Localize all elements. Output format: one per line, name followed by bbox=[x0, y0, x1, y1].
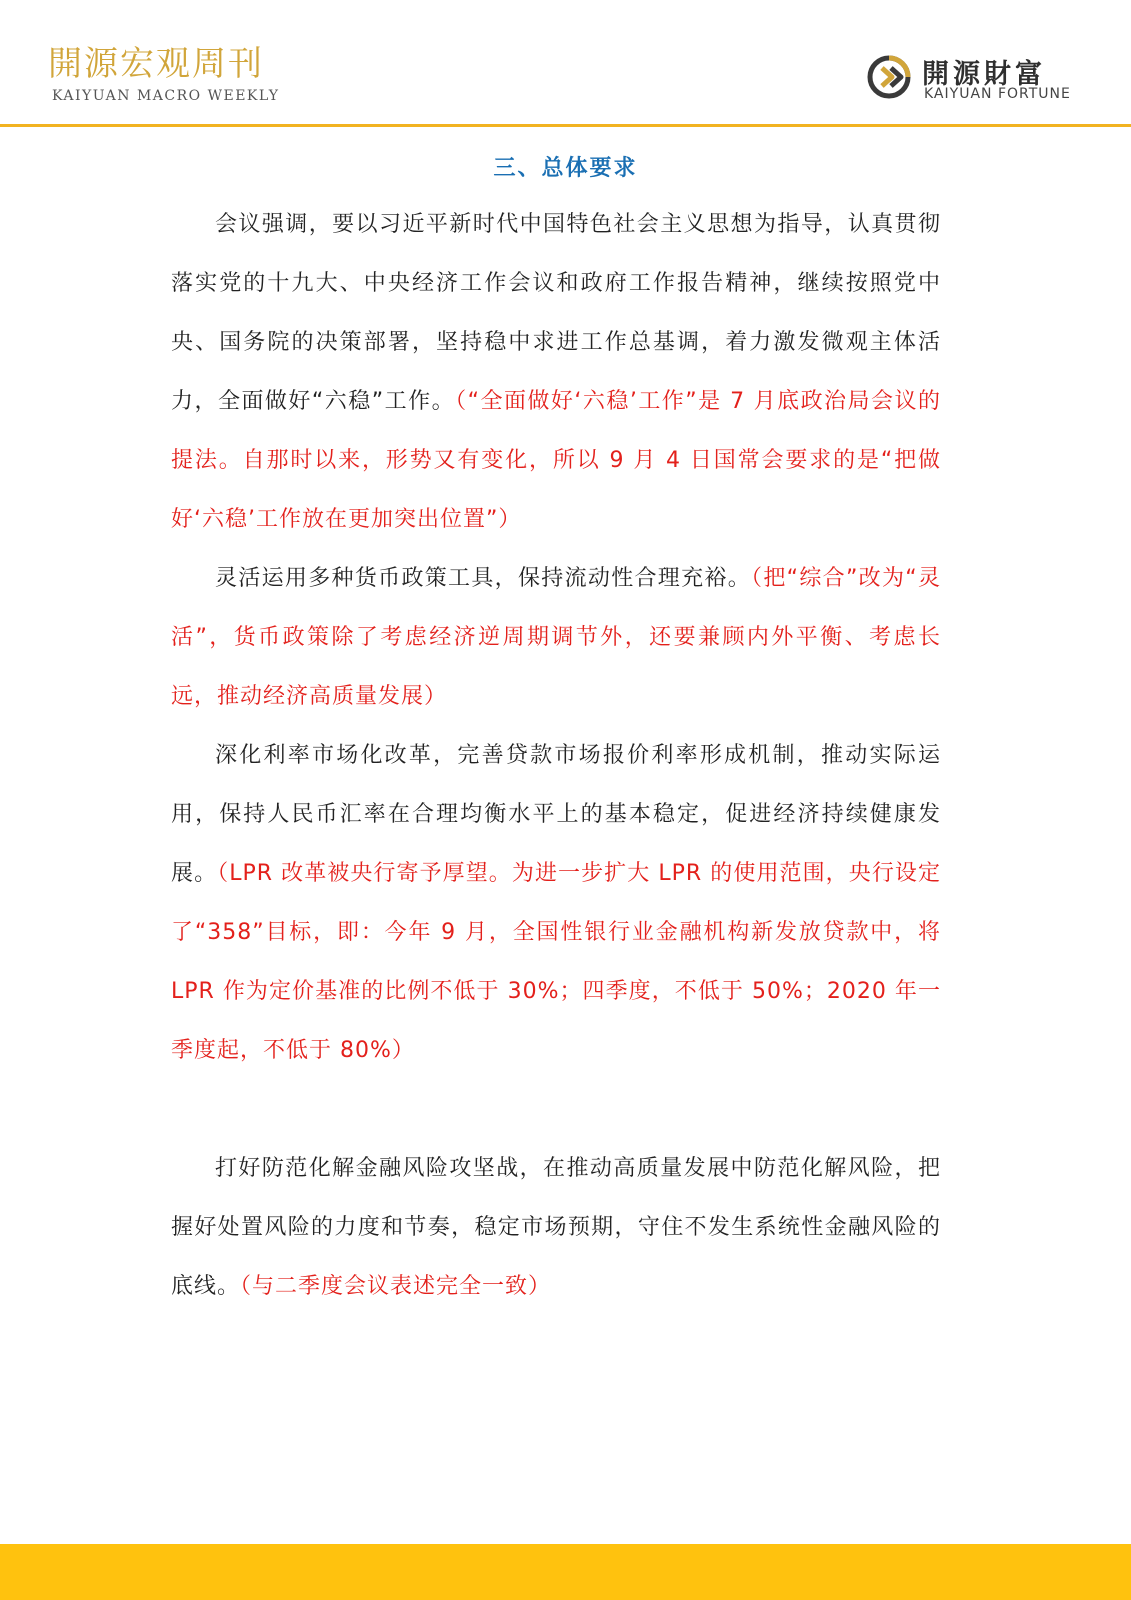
paragraph-4 bbox=[171, 1139, 941, 1316]
footer-bar bbox=[0, 1544, 1131, 1600]
publication-title-en: KAIYUAN MACRO WEEKLY bbox=[52, 88, 280, 104]
paragraph-text: 打好防范化解金融风险攻坚战，在推动高质量发展中防范化解风险，把握好处置风险的力度和节奏，稳定市场预期，守住不发生系统性金融风险的底线。 bbox=[171, 1156, 941, 1299]
header-divider bbox=[0, 124, 1131, 127]
paragraph-text: 深化利率市场化改革，完善贷款市场报价利率形成机制，推动实际运用，保持人民币汇率在合理均衡水平上的基本稳定，促进经济持续健康发展。 bbox=[171, 743, 941, 886]
logo-text-en: KAIYUAN FORTUNE bbox=[924, 86, 1071, 102]
article-body bbox=[171, 195, 941, 1316]
kaiyuan-logo-icon bbox=[866, 54, 912, 100]
paragraph-spacer bbox=[171, 1080, 941, 1139]
paragraph-text: 灵活运用多种货币政策工具，保持流动性合理充裕。 bbox=[215, 566, 752, 591]
page-header bbox=[0, 0, 1131, 128]
section-heading: 三、总体要求 bbox=[493, 156, 638, 181]
paragraph-annotation: （LPR 改革被央行寄予厚望。为进一步扩大 LPR 的使用范围，央行设定了“358”目标，即：今年 9 月，全国性银行业金融机构新发放贷款中，将 LPR 作为定价基准的比例不低于 30%；四季度，不低于 50%；2020 年一季度起，不低于 80%） bbox=[171, 861, 941, 1063]
kaiyuan-logo bbox=[866, 50, 1086, 106]
paragraph-annotation: （“全面做好‘六稳’工作”是 7 月底政治局会议的提法。自那时以来，形势又有变化，所以 9 月 4 日国常会要求的是“把做好‘六稳’工作放在更加突出位置”） bbox=[171, 389, 941, 532]
publication-title: 開源宏观周刊 bbox=[48, 44, 264, 84]
paragraph-text: 会议强调，要以习近平新时代中国特色社会主义思想为指导，认真贯彻落实党的十九大、中央经济工作会议和政府工作报告精神，继续按照党中央、国务院的决策部署，坚持稳中求进工作总基调，着力激发微观主体活力，全面做好“六稳”工作。 bbox=[171, 212, 941, 414]
paragraph-annotation: （把“综合”改为“灵活”，货币政策除了考虑经济逆周期调节外，还要兼顾内外平衡、考虑长远，推动经济高质量发展） bbox=[171, 566, 941, 709]
paragraph-1 bbox=[171, 195, 941, 549]
paragraph-2 bbox=[171, 549, 941, 726]
paragraph-3 bbox=[171, 726, 941, 1080]
logo-text-cn: 開源財富 bbox=[922, 59, 1046, 90]
paragraph-annotation: （与二季度会议表述完全一致） bbox=[240, 1274, 552, 1299]
